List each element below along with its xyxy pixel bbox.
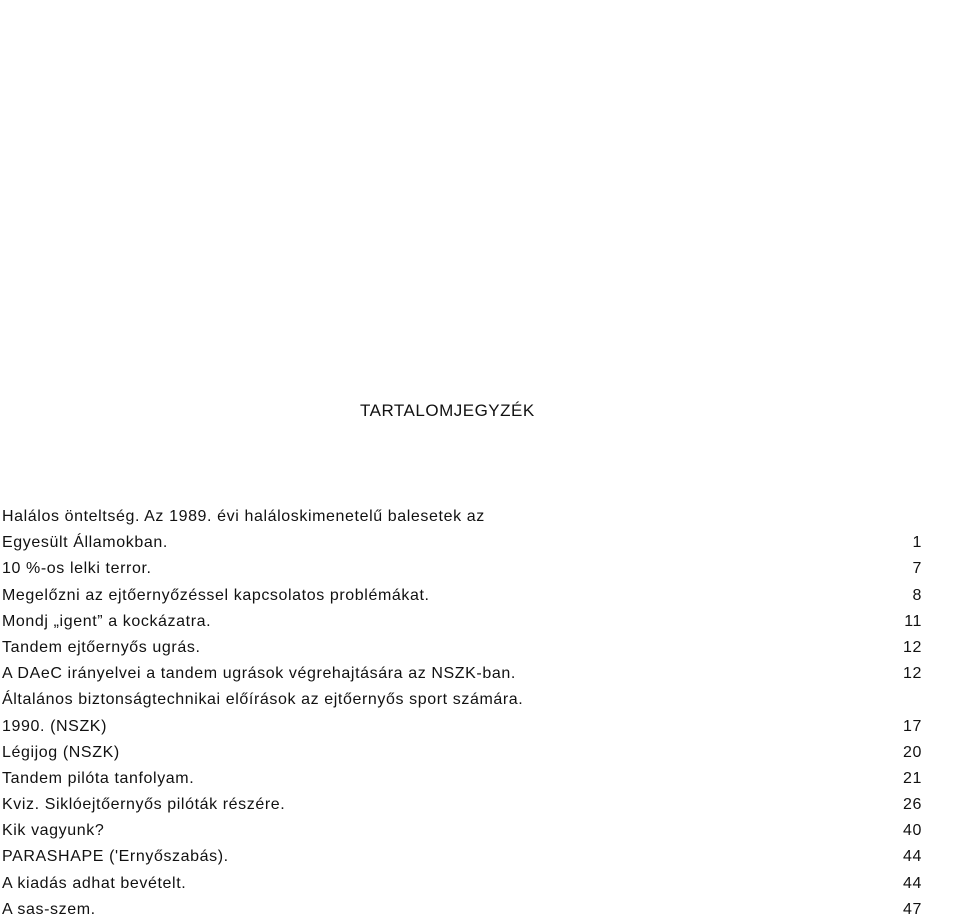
toc-entry bbox=[2, 714, 922, 740]
toc-entry-page: 17 bbox=[903, 717, 922, 735]
toc-entry-page: 21 bbox=[903, 769, 922, 787]
toc-entry-title: Általános biztonságtechnikai előírások az ejtőernyős sport számára. bbox=[2, 691, 524, 709]
toc-entry bbox=[2, 583, 922, 609]
toc-entry bbox=[2, 661, 922, 687]
toc-entry-page: 20 bbox=[903, 743, 922, 761]
toc-entry bbox=[2, 530, 922, 556]
toc-entry-page: 12 bbox=[903, 638, 922, 656]
toc-entry-title: 10 %-os lelki terror. bbox=[2, 560, 152, 578]
toc-entry-page: 26 bbox=[903, 796, 922, 814]
toc-entry-title: Mondj „igent” a kockázatra. bbox=[2, 612, 212, 630]
toc-entry bbox=[2, 897, 922, 923]
table-of-contents bbox=[2, 504, 922, 923]
toc-entry-title: Kviz. Siklóejtőernyős pilóták részére. bbox=[2, 796, 286, 814]
toc-entry-page: 44 bbox=[903, 874, 922, 892]
toc-entry-title: 1990. (NSZK) bbox=[2, 717, 108, 735]
toc-entry-page: 7 bbox=[912, 560, 922, 578]
toc-entry bbox=[2, 740, 922, 766]
toc-entry bbox=[2, 871, 922, 897]
toc-entry-page: 12 bbox=[903, 665, 922, 683]
toc-entry bbox=[2, 792, 922, 818]
toc-entry-title: PARASHAPE ('Ernyőszabás). bbox=[2, 848, 229, 866]
toc-entry bbox=[2, 687, 922, 713]
toc-entry-page: 47 bbox=[903, 900, 922, 918]
toc-entry bbox=[2, 556, 922, 582]
page-title: TARTALOMJEGYZÉK bbox=[360, 401, 535, 420]
toc-entry-title: Egyesült Államokban. bbox=[2, 534, 168, 552]
toc-entry-title: Tandem pilóta tanfolyam. bbox=[2, 769, 195, 787]
toc-entry-page: 11 bbox=[904, 612, 922, 630]
toc-entry-page: 44 bbox=[903, 848, 922, 866]
toc-entry-title: Légijog (NSZK) bbox=[2, 743, 120, 761]
toc-entry bbox=[2, 504, 922, 530]
toc-entry bbox=[2, 818, 922, 844]
toc-entry-title: A sas-szem. bbox=[2, 900, 96, 918]
toc-entry-title: A kiadás adhat bevételt. bbox=[2, 874, 187, 892]
toc-entry bbox=[2, 635, 922, 661]
toc-entry bbox=[2, 609, 922, 635]
toc-entry-page: 8 bbox=[912, 586, 922, 604]
toc-entry-title: A DAeC irányelvei a tandem ugrások végrehajtására az NSZK-ban. bbox=[2, 665, 516, 683]
toc-entry bbox=[2, 844, 922, 870]
toc-entry-title: Tandem ejtőernyős ugrás. bbox=[2, 638, 201, 656]
toc-entry bbox=[2, 766, 922, 792]
toc-entry-title: Kik vagyunk? bbox=[2, 822, 105, 840]
toc-entry-title: Megelőzni az ejtőernyőzéssel kapcsolatos problémákat. bbox=[2, 586, 430, 604]
toc-entry-page: 40 bbox=[903, 822, 922, 840]
toc-entry-page: 1 bbox=[912, 534, 922, 552]
toc-entry-title: Halálos önteltség. Az 1989. évi haláloskimenetelű balesetek az bbox=[2, 508, 485, 525]
